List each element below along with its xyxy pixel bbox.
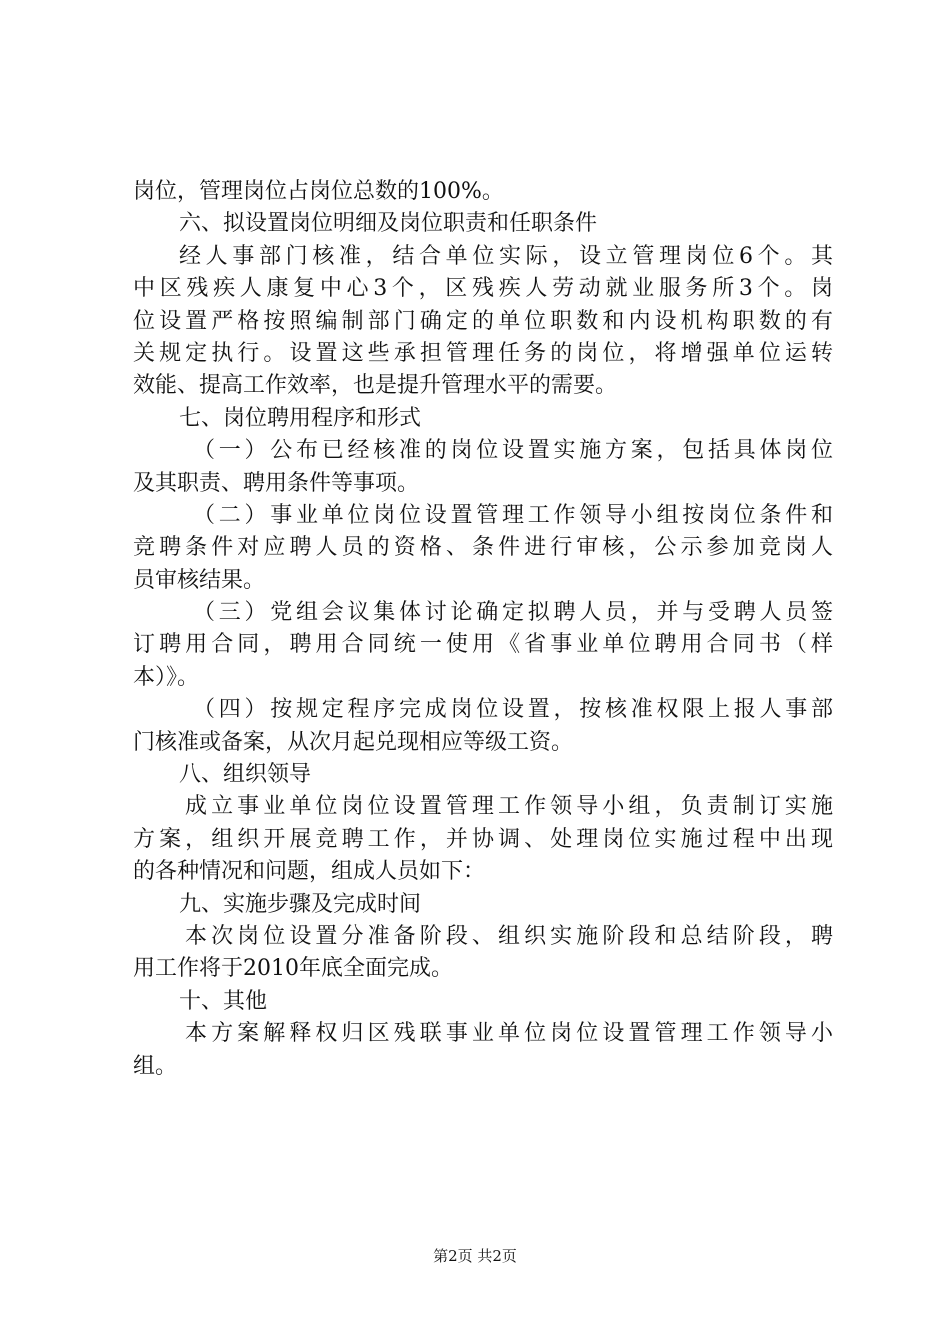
paragraph-line: 的各种情况和问题，组成人员如下：: [133, 859, 486, 885]
paragraph-line: 门核准或备案，从次月起兑现相应等级工资。: [133, 729, 574, 755]
section-heading-7: 七、岗位聘用程序和形式: [179, 405, 422, 431]
paragraph-line: 经人事部门核准，结合单位实际，设立管理岗位6个。其: [179, 243, 833, 269]
paragraph-line: 及其职责、聘用条件等事项。: [133, 470, 420, 496]
paragraph-line: 用工作将于2010年底全面完成。: [133, 956, 453, 982]
section-heading-6: 六、拟设置岗位明细及岗位职责和任职条件: [179, 211, 598, 237]
section-heading-8: 八、组织领导: [179, 762, 312, 788]
paragraph-line: 中区残疾人康复中心3个，区残疾人劳动就业服务所3个。岗: [133, 276, 833, 302]
paragraph-line: （四）按规定程序完成岗位设置，按核准权限上报人事部: [193, 697, 833, 723]
paragraph-line: 岗位，管理岗位占岗位总数的100%。: [133, 179, 504, 204]
paragraph-line: 成立事业单位岗位设置管理工作领导小组，负责制订实施: [185, 794, 833, 820]
paragraph-line: 本方案解释权归区残联事业单位岗位设置管理工作领导小: [185, 1021, 833, 1047]
paragraph-line: 订聘用合同，聘用合同统一使用《省事业单位聘用合同书（样: [133, 632, 833, 658]
document-body: [133, 176, 833, 1083]
paragraph-line: 本）》。: [133, 664, 200, 690]
paragraph-line: 位设置严格按照编制部门确定的单位职数和内设机构职数的有: [133, 308, 833, 334]
section-heading-10: 十、其他: [179, 988, 268, 1014]
paragraph-line: 本次岗位设置分准备阶段、组织实施阶段和总结阶段，聘: [185, 923, 833, 949]
paragraph-line: 组。: [133, 1053, 178, 1079]
paragraph-line: （二）事业单位岗位设置管理工作领导小组按岗位条件和: [193, 502, 833, 528]
paragraph-line: 关规定执行。设置这些承担管理任务的岗位，将增强单位运转: [133, 340, 833, 366]
section-heading-9: 九、实施步骤及完成时间: [179, 891, 422, 917]
paragraph-line: 效能、提高工作效率，也是提升管理水平的需要。: [133, 373, 618, 399]
paragraph-line: 方案，组织开展竞聘工作，并协调、处理岗位实施过程中出现: [133, 826, 833, 852]
paragraph-line: 竞聘条件对应聘人员的资格、条件进行审核，公示参加竞岗人: [133, 535, 833, 561]
page-number-footer: 第2页 共2页: [433, 1247, 517, 1265]
paragraph-line: （一）公布已经核准的岗位设置实施方案，包括具体岗位: [193, 438, 833, 464]
paragraph-line: 员审核结果。: [133, 567, 266, 593]
paragraph-line: （三）党组会议集体讨论确定拟聘人员，并与受聘人员签: [193, 600, 833, 626]
